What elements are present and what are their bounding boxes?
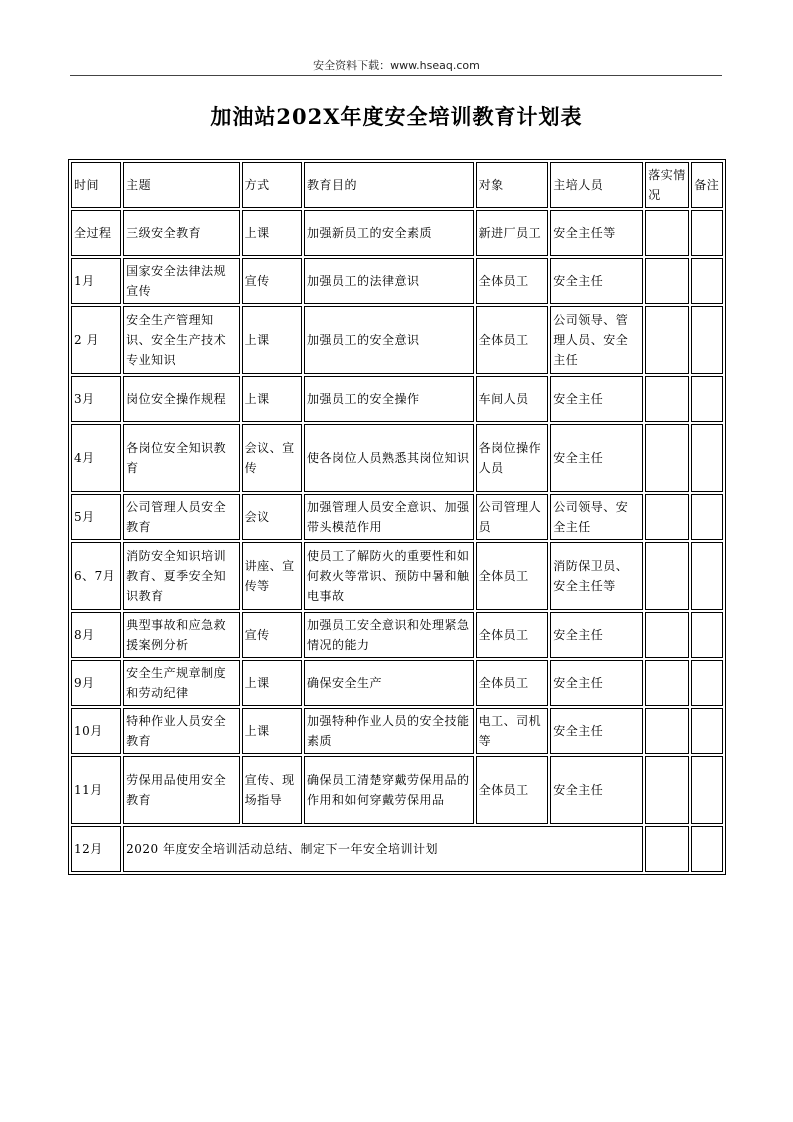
column-header: 落实情况 [645, 162, 689, 208]
table-row [71, 660, 723, 706]
column-header: 方式 [242, 162, 302, 208]
cell-goal: 使员工了解防火的重要性和如何救火等常识、预防中暑和触电事故 [304, 542, 474, 610]
cell-goal: 使各岗位人员熟悉其岗位知识 [304, 424, 474, 492]
table-row [71, 708, 723, 754]
cell-time: 3月 [71, 376, 121, 422]
page-header: 安全资料下载：www.hseaq.com [313, 59, 480, 72]
cell-status [645, 258, 689, 304]
cell-remark [691, 756, 723, 824]
cell-goal: 确保员工清楚穿戴劳保用品的作用和如何穿戴劳保用品 [304, 756, 474, 824]
table-row [71, 210, 723, 256]
cell-time: 4月 [71, 424, 121, 492]
table-row [71, 258, 723, 304]
cell-target: 电工、司机等 [476, 708, 549, 754]
column-header: 对象 [476, 162, 549, 208]
cell-trainer: 安全主任 [550, 708, 643, 754]
cell-topic: 特种作业人员安全教育 [123, 708, 240, 754]
cell-method: 宣传 [242, 612, 302, 658]
cell-trainer: 公司领导、安全主任 [550, 494, 643, 540]
cell-target: 全体员工 [476, 612, 549, 658]
cell-time: 11月 [71, 756, 121, 824]
cell-method: 宣传、现场指导 [242, 756, 302, 824]
table-body [71, 162, 723, 872]
page-title: 加油站202X年度安全培训教育计划表 [210, 104, 583, 129]
cell-topic: 公司管理人员安全教育 [123, 494, 240, 540]
cell-status [645, 306, 689, 374]
cell-target: 各岗位操作人员 [476, 424, 549, 492]
cell-status [645, 376, 689, 422]
cell-topic: 典型事故和应急救援案例分析 [123, 612, 240, 658]
cell-remark [691, 424, 723, 492]
column-header: 教育目的 [304, 162, 474, 208]
cell-topic: 安全生产管理知识、安全生产技术专业知识 [123, 306, 240, 374]
cell-target: 新进厂员工 [476, 210, 549, 256]
table-row [71, 376, 723, 422]
cell-topic: 国家安全法律法规宣传 [123, 258, 240, 304]
cell-goal: 加强新员工的安全素质 [304, 210, 474, 256]
cell-goal: 加强员工的安全意识 [304, 306, 474, 374]
column-header: 备注 [691, 162, 723, 208]
cell-topic: 三级安全教育 [123, 210, 240, 256]
cell-remark [691, 258, 723, 304]
cell-goal: 加强员工的安全操作 [304, 376, 474, 422]
cell-time: 9月 [71, 660, 121, 706]
cell-trainer: 安全主任等 [550, 210, 643, 256]
cell-topic: 安全生产规章制度和劳动纪律 [123, 660, 240, 706]
cell-remark [691, 612, 723, 658]
cell-method: 会议 [242, 494, 302, 540]
cell-status [645, 612, 689, 658]
cell-trainer: 安全主任 [550, 612, 643, 658]
cell-remark [691, 826, 723, 872]
table-header-row [71, 162, 723, 208]
cell-target: 全体员工 [476, 306, 549, 374]
table-row [71, 306, 723, 374]
table-row [71, 612, 723, 658]
cell-method: 会议、宣传 [242, 424, 302, 492]
header-divider [70, 75, 722, 76]
cell-status [645, 660, 689, 706]
column-header: 时间 [71, 162, 121, 208]
cell-method: 讲座、宣传等 [242, 542, 302, 610]
cell-remark [691, 660, 723, 706]
cell-status [645, 542, 689, 610]
cell-method: 上课 [242, 660, 302, 706]
cell-goal: 加强管理人员安全意识、加强带头模范作用 [304, 494, 474, 540]
cell-topic: 各岗位安全知识教育 [123, 424, 240, 492]
cell-time: 12月 [71, 826, 121, 872]
table-row [71, 826, 723, 872]
cell-goal: 确保安全生产 [304, 660, 474, 706]
cell-target: 全体员工 [476, 542, 549, 610]
cell-target: 全体员工 [476, 660, 549, 706]
table-row [71, 494, 723, 540]
cell-status [645, 494, 689, 540]
cell-target: 公司管理人员 [476, 494, 549, 540]
cell-remark [691, 306, 723, 374]
cell-time: 2 月 [71, 306, 121, 374]
cell-topic: 岗位安全操作规程 [123, 376, 240, 422]
cell-time: 8月 [71, 612, 121, 658]
cell-time: 5月 [71, 494, 121, 540]
cell-trainer: 安全主任 [550, 660, 643, 706]
cell-remark [691, 542, 723, 610]
cell-trainer: 安全主任 [550, 376, 643, 422]
table-row [71, 756, 723, 824]
cell-remark [691, 708, 723, 754]
cell-topic: 劳保用品使用安全教育 [123, 756, 240, 824]
cell-summary: 2020 年度安全培训活动总结、制定下一年安全培训计划 [123, 826, 643, 872]
cell-goal: 加强员工安全意识和处理紧急情况的能力 [304, 612, 474, 658]
cell-method: 上课 [242, 708, 302, 754]
cell-status [645, 210, 689, 256]
cell-method: 上课 [242, 306, 302, 374]
cell-method: 宣传 [242, 258, 302, 304]
cell-status [645, 756, 689, 824]
cell-trainer: 安全主任 [550, 258, 643, 304]
column-header: 主培人员 [550, 162, 643, 208]
cell-trainer: 安全主任 [550, 756, 643, 824]
cell-remark [691, 494, 723, 540]
cell-trainer: 安全主任 [550, 424, 643, 492]
table-row [71, 424, 723, 492]
cell-trainer: 消防保卫员、安全主任等 [550, 542, 643, 610]
cell-status [645, 424, 689, 492]
cell-time: 全过程 [71, 210, 121, 256]
cell-time: 1月 [71, 258, 121, 304]
cell-goal: 加强员工的法律意识 [304, 258, 474, 304]
cell-time: 10月 [71, 708, 121, 754]
cell-target: 车间人员 [476, 376, 549, 422]
cell-status [645, 826, 689, 872]
training-plan-table [68, 159, 726, 875]
cell-trainer: 公司领导、管理人员、安全主任 [550, 306, 643, 374]
column-header: 主题 [123, 162, 240, 208]
cell-target: 全体员工 [476, 258, 549, 304]
cell-remark [691, 210, 723, 256]
cell-target: 全体员工 [476, 756, 549, 824]
cell-time: 6、7月 [71, 542, 121, 610]
cell-method: 上课 [242, 210, 302, 256]
cell-status [645, 708, 689, 754]
table-row [71, 542, 723, 610]
cell-method: 上课 [242, 376, 302, 422]
cell-goal: 加强特种作业人员的安全技能素质 [304, 708, 474, 754]
cell-topic: 消防安全知识培训教育、夏季安全知识教育 [123, 542, 240, 610]
cell-remark [691, 376, 723, 422]
